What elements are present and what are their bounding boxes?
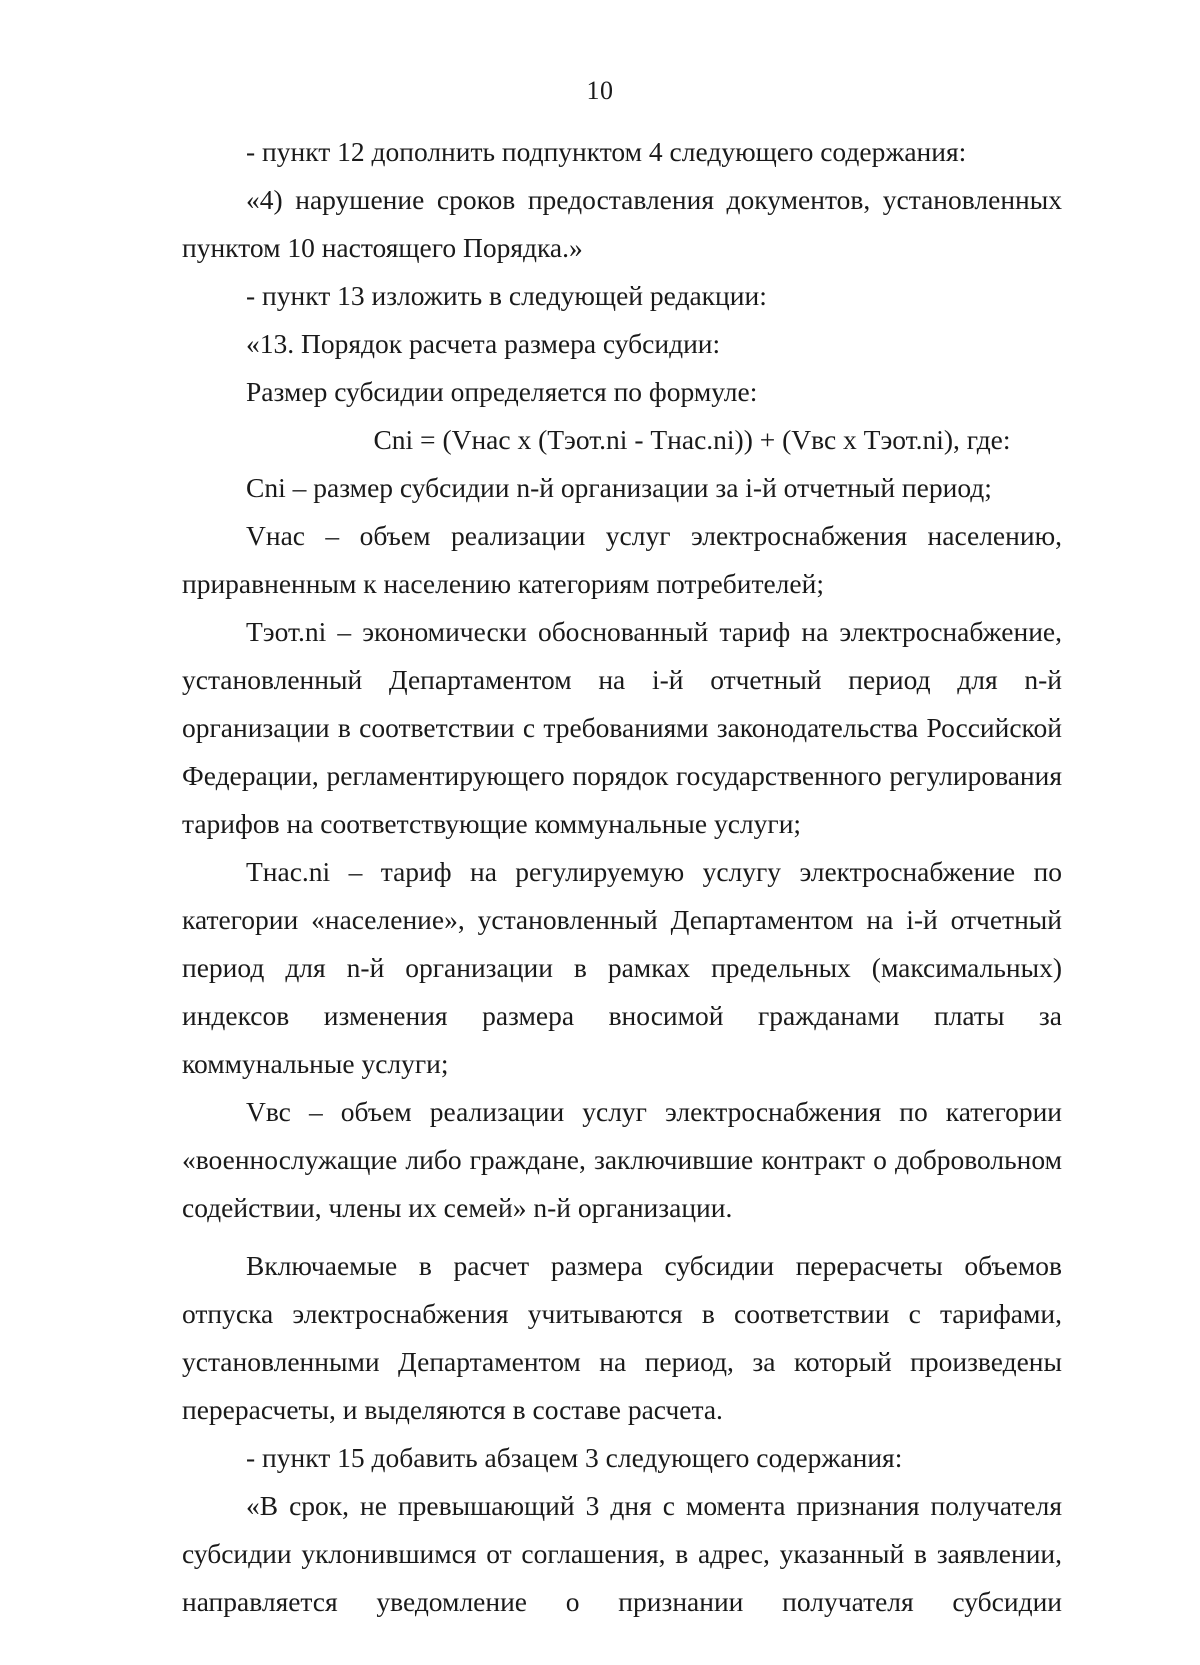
- paragraph-item-15-text: «В срок, не превышающий 3 дня с момента признания получателя субсидии уклонившимся от соглашения, в адрес, указанный в заявлении, направляется уведомление о признании получателя субсидии: [182, 1490, 1062, 1617]
- document-body: [182, 128, 1062, 1626]
- paragraph-def-cni: Cni – размер субсидии n-й организации за i-й отчетный период;: [246, 472, 992, 503]
- formula: Cni = (Vнас x (Тэот.ni - Тнас.ni)) + (Vвс x Тэот.ni), где:: [373, 424, 1011, 455]
- paragraph-item-13-intro: - пункт 13 изложить в следующей редакции:: [246, 280, 767, 311]
- paragraph-item-12-intro: - пункт 12 дополнить подпунктом 4 следующего содержания:: [246, 136, 967, 167]
- paragraph-def-vvs: Vвс – объем реализации услуг электроснабжения по категории «военнослужащие либо граждане, заключившие контракт о добровольном содействии, члены их семей» n-й организации.: [182, 1096, 1062, 1223]
- paragraph-item-15-intro: - пункт 15 добавить абзацем 3 следующего содержания:: [246, 1442, 903, 1473]
- paragraph-def-vnas: Vнас – объем реализации услуг электроснабжения населению, приравненным к населению категориям потребителей;: [182, 520, 1062, 599]
- paragraph-def-teot: Тэот.ni – экономически обоснованный тариф на электроснабжение, установленный Департаментом на i-й отчетный период для n-й организации в соответствии с требованиями законодательства Российской Федерации, регламентирующего порядок государственного регулирования тарифов на соответствующие коммунальные услуги;: [182, 616, 1062, 839]
- paragraph-formula-intro: Размер субсидии определяется по формуле:: [246, 376, 758, 407]
- page-number: 10: [586, 76, 614, 105]
- paragraph-def-tnas: Тнас.ni – тариф на регулируемую услугу электроснабжение по категории «население», установленный Департаментом на i-й отчетный период для n-й организации в рамках предельных (максимальных) индексов изменения размера вносимой гражданами платы за коммунальные услуги;: [182, 856, 1062, 1079]
- paragraph-subitem-4: «4) нарушение сроков предоставления документов, установленных пунктом 10 настоящего Порядка.»: [182, 184, 1062, 263]
- paragraph-recalculation: Включаемые в расчет размера субсидии перерасчеты объемов отпуска электроснабжения учитываются в соответствии с тарифами, установленными Департаментом на период, за который произведены перерасчеты, и выделяются в составе расчета.: [182, 1250, 1062, 1425]
- paragraph-item-13-heading: «13. Порядок расчета размера субсидии:: [246, 328, 721, 359]
